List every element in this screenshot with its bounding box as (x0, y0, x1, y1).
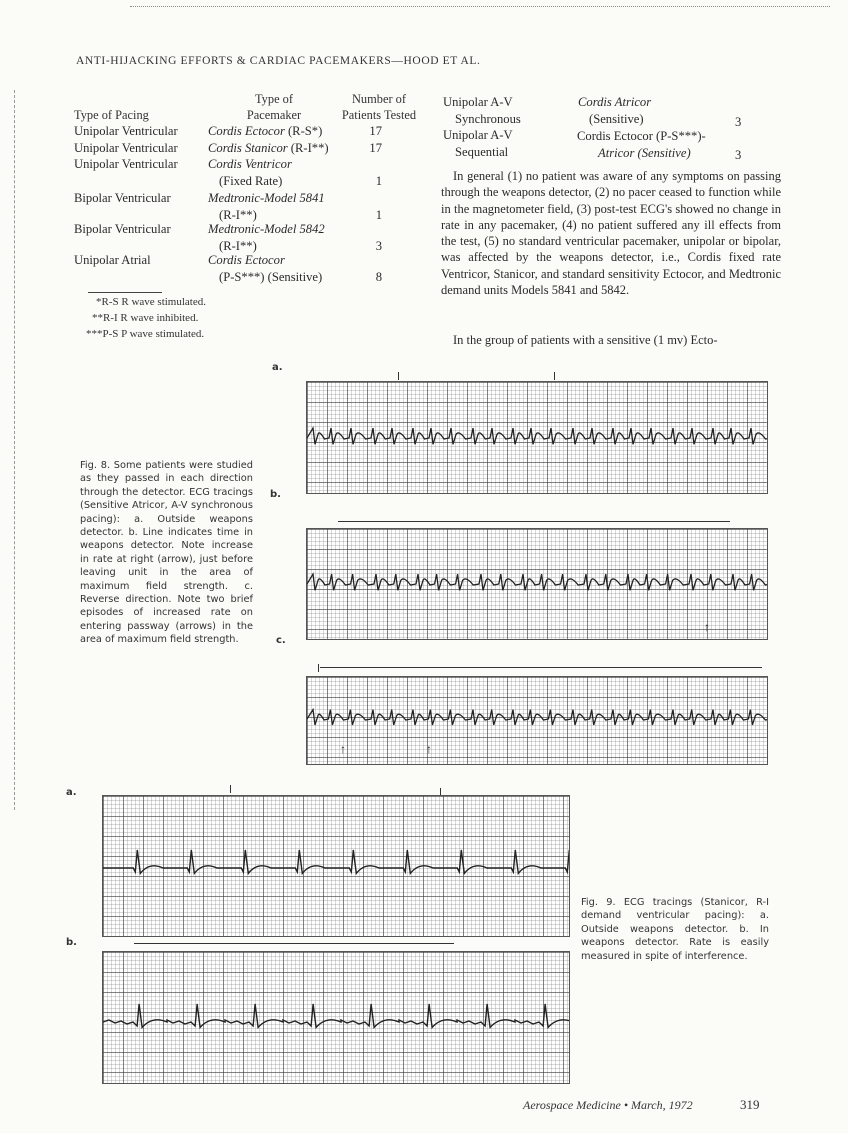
running-header: ANTI-HIJACKING EFFORTS & CARDIAC PACEMAKERS—HOOD ET AL. (76, 55, 481, 67)
body-paragraph: In general (1) no patient was aware of any symptoms on passing through the weapons detector, (2) no pacer ceased to function while in the magnetometer field, (3) post-test ECG's showed no change in rate in any pacemaker, (4) no patient suffered any ill effects from the test, (5) no standard ventricular pacemaker, unipolar or bipolar, was affected by the weapons detector, i.e., Cordis fixed rate Ventricor, Stanicor, and standard sensitivity Ectocor, and Medtronic demand units Models 5841 and 5842. (441, 169, 781, 298)
row-count: 8 (375, 270, 382, 284)
ecg-trace (307, 529, 767, 639)
figure8-label-a: a. (272, 362, 283, 373)
row-pacemaker: Medtronic-Model 5842 (208, 222, 325, 236)
ecg-strip-fig8a (306, 381, 768, 494)
col-header-number-line2: Patients Tested (341, 108, 417, 122)
row-pacemaker: Cordis Ventricor (208, 157, 292, 171)
col-header-pacemaker-line1: Type of (254, 92, 293, 106)
row-count: 1 (375, 174, 382, 188)
ecg-strip-fig9a (102, 795, 570, 937)
row-pacemaker-suffix: (R-I**) (287, 141, 329, 155)
row-pacing: Unipolar A-V (443, 95, 513, 109)
row-pacing: Unipolar Ventricular (74, 141, 178, 155)
ecg-strip-fig8c (306, 676, 768, 765)
row-count: 1 (375, 208, 382, 222)
row-pacemaker: Cordis Stanicor (208, 141, 288, 155)
ecg-trace (103, 796, 569, 936)
footnote: ***P-S P wave stimulated. (86, 328, 205, 340)
ecg-trace (103, 952, 569, 1083)
row-pacing: Bipolar Ventricular (74, 222, 171, 236)
detector-time-line (134, 943, 454, 944)
body-paragraph-continued: In the group of patients with a sensitive (1 mv) Ecto- (453, 333, 718, 347)
row-pacing: Unipolar Ventricular (74, 157, 178, 171)
row-pacemaker-line2: (Fixed Rate) (219, 174, 283, 188)
figure8-label-b: b. (270, 489, 281, 500)
page-number: 319 (740, 1097, 760, 1112)
up-arrow-icon: ↑ (340, 742, 346, 756)
row-pacing: Unipolar Ventricular (74, 124, 178, 138)
row-pacemaker-line2: (Sensitive) (589, 112, 644, 126)
row-pacemaker-line2: (R-I**) (219, 239, 257, 253)
scan-artifact-left-edge (14, 90, 16, 810)
footnote: *R-S R wave stimulated. (96, 296, 206, 308)
row-count: 3 (735, 148, 742, 162)
row-pacing-line2: Sequential (455, 145, 509, 159)
figure9-label-a: a. (66, 787, 77, 798)
row-pacemaker: Cordis Atricor (578, 95, 652, 109)
journal-footer: Aerospace Medicine • March, 1972 (523, 1098, 693, 1112)
row-count: 17 (369, 124, 382, 138)
row-pacing: Bipolar Ventricular (74, 191, 171, 205)
footnote: **R-I R wave inhibited. (92, 312, 199, 324)
ecg-strip-fig8b (306, 528, 768, 640)
col-header-pacemaker-line2: Pacemaker (246, 108, 302, 122)
strip-tick (398, 372, 399, 380)
up-arrow-icon: ↑ (426, 742, 432, 756)
strip-tick (554, 372, 555, 380)
detector-time-line (320, 667, 762, 668)
figure9-caption: Fig. 9. ECG tracings (Stanicor, R-I demand ventricular pacing): a. Outside weapons detector. b. In weapons detector. Rate is easily measured in spite of interference. (581, 897, 769, 962)
row-pacing-line2: Synchronous (455, 112, 521, 126)
figure9-label-b: b. (66, 937, 77, 948)
scan-artifact-top (130, 6, 830, 8)
detector-time-line (338, 521, 730, 522)
row-pacemaker: Medtronic-Model 5841 (208, 191, 325, 205)
footnote-rule (88, 292, 162, 293)
row-pacemaker-line2: (P-S***) (Sensitive) (219, 270, 323, 284)
row-pacemaker: Cordis Ectocor (208, 124, 285, 138)
figure8-caption: Fig. 8. Some patients were studied as they passed in each direction through the detector. ECG tracings (Sensitive Atricor, A-V synchronous pacing): a. Outside weapons detector. b. Line indicates time in weapons detector. Note increase in rate at right (arrow), just before leaving unit in the area of maximum field strength. c. Reverse direction. Note two brief episodes of increased rate on entering passway (arrows) in the area of maximum field strength. (80, 460, 253, 646)
up-arrow-icon: ↑ (704, 620, 710, 634)
row-pacemaker: Cordis Ectocor (P-S***)- (577, 129, 706, 143)
row-pacemaker-line2: Atricor (Sensitive) (598, 146, 691, 160)
ecg-trace (307, 677, 767, 764)
row-pacemaker-line2: (R-I**) (219, 208, 257, 222)
col-header-type-of-pacing: Type of Pacing (74, 108, 149, 122)
ecg-trace (307, 382, 767, 493)
strip-tick (230, 785, 231, 793)
row-count: 17 (369, 141, 382, 155)
row-count: 3 (735, 115, 742, 129)
col-header-number-line1: Number of (351, 92, 407, 106)
row-pacing: Unipolar A-V (443, 128, 513, 142)
ecg-strip-fig9b (102, 951, 570, 1084)
row-pacing: Unipolar Atrial (74, 253, 151, 267)
row-pacemaker: Cordis Ectocor (208, 253, 285, 267)
figure8-label-c: c. (276, 635, 286, 646)
strip-tick (318, 664, 319, 672)
row-pacemaker-suffix: (R-S*) (284, 124, 323, 138)
row-count: 3 (375, 239, 382, 253)
